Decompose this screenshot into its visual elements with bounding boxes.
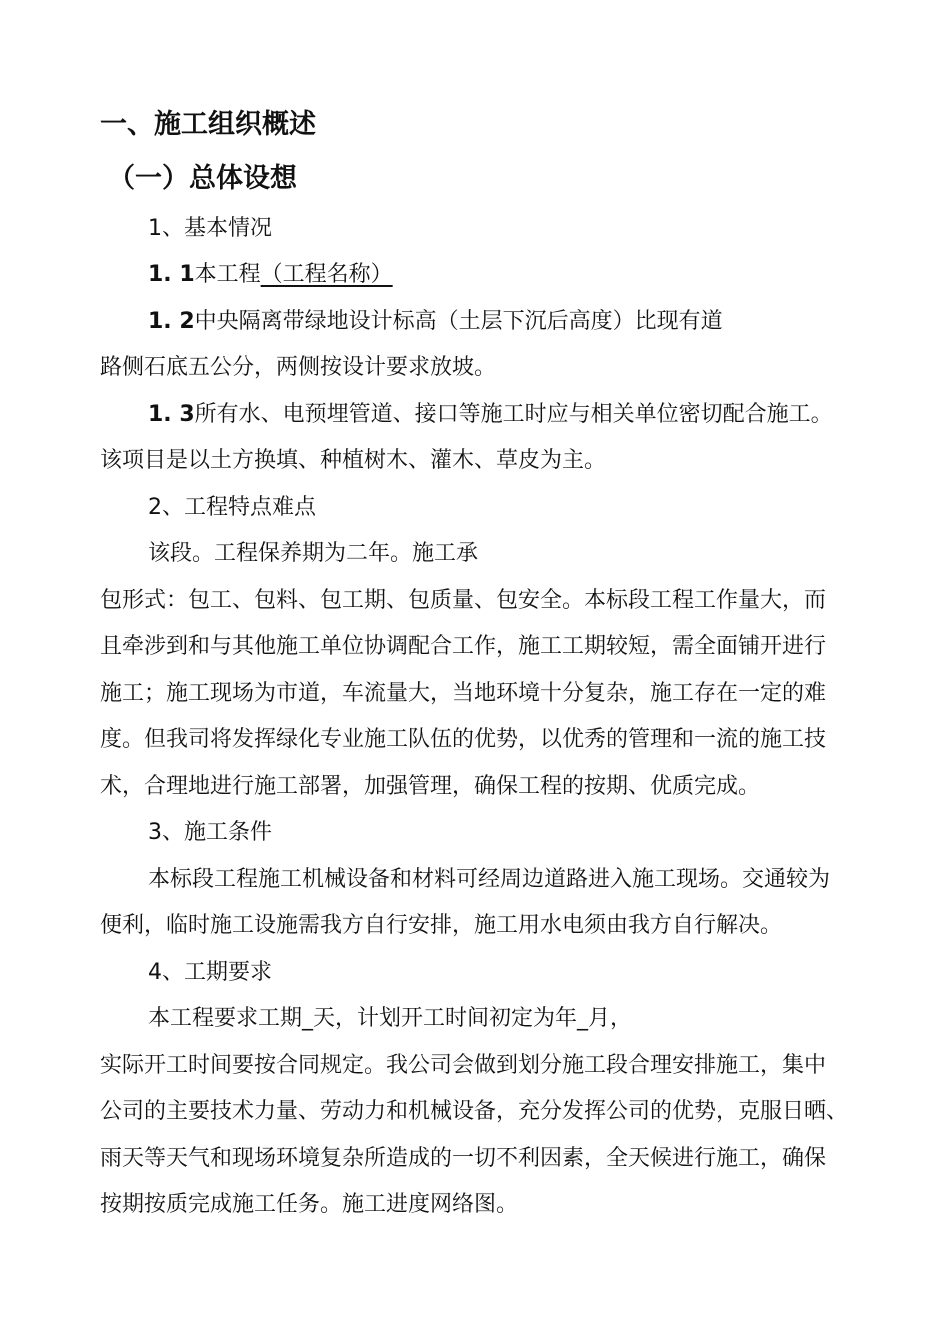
- item-1-1-text: 本工程: [194, 262, 261, 287]
- item-1-2-continued: 路侧石底五公分，两侧按设计要求放坡。: [100, 355, 497, 380]
- item-1-3: [148, 400, 833, 430]
- section-4-line-2: 实际开工时间要按合同规定。我公司会做到划分施工段合理安排施工，集中: [100, 1053, 827, 1078]
- item-1-2: [148, 307, 723, 337]
- section-2-line-6: 术，合理地进行施工部署，加强管理，确保工程的按期、优质完成。: [100, 774, 761, 799]
- project-name-placeholder: （工程名称）: [260, 262, 393, 287]
- section-4-title: 4、工期要求: [148, 960, 272, 985]
- item-1-1-number: 1. 1: [148, 262, 195, 287]
- item-1-2-number: 1. 2: [148, 309, 195, 334]
- heading-1: 一、施工组织概述: [100, 109, 316, 140]
- section-1-title: 1、基本情况: [148, 216, 272, 241]
- section-2-line-2: 包形式：包工、包料、包工期、包质量、包安全。本标段工程工作量大，而: [100, 588, 827, 613]
- section-2-line-1: 该段。工程保养期为二年。施工承: [148, 541, 479, 566]
- section-3-line-1: 本标段工程施工机械设备和材料可经周边道路进入施工现场。交通较为: [148, 867, 831, 892]
- section-4-line-4: 雨天等天气和现场环境复杂所造成的一切不利因素，全天候进行施工，确保: [100, 1146, 827, 1171]
- item-1-3-number: 1. 3: [148, 402, 195, 427]
- section-2-title: 2、工程特点难点: [148, 495, 316, 520]
- item-1-3-continued: 该项目是以土方换填、种植树木、灌木、草皮为主。: [100, 448, 607, 473]
- section-2-line-4: 施工；施工现场为市道，车流量大，当地环境十分复杂，施工存在一定的难: [100, 681, 827, 706]
- section-3-title: 3、施工条件: [148, 820, 272, 845]
- section-4-line-5: 按期按质完成施工任务。施工进度网络图。: [100, 1192, 519, 1217]
- heading-2: （一）总体设想: [108, 163, 297, 194]
- section-4-line-1: 本工程要求工期_天，计划开工时间初定为年_月，: [148, 1006, 633, 1031]
- section-3-line-2: 便利，临时施工设施需我方自行安排，施工用水电须由我方自行解决。: [100, 913, 783, 938]
- section-2-line-3: 且牵涉到和与其他施工单位协调配合工作，施工工期较短，需全面铺开进行: [100, 634, 827, 659]
- section-2-line-5: 度。但我司将发挥绿化专业施工队伍的优势，以优秀的管理和一流的施工技: [100, 727, 827, 752]
- section-4-line-3: 公司的主要技术力量、劳动力和机械设备，充分发挥公司的优势，克服日晒、: [100, 1099, 849, 1124]
- item-1-1: [148, 260, 393, 290]
- item-1-2-text: 中央隔离带绿地设计标高（土层下沉后高度）比现有道: [194, 309, 723, 334]
- item-1-3-text: 所有水、电预埋管道、接口等施工时应与相关单位密切配合施工。: [194, 402, 833, 427]
